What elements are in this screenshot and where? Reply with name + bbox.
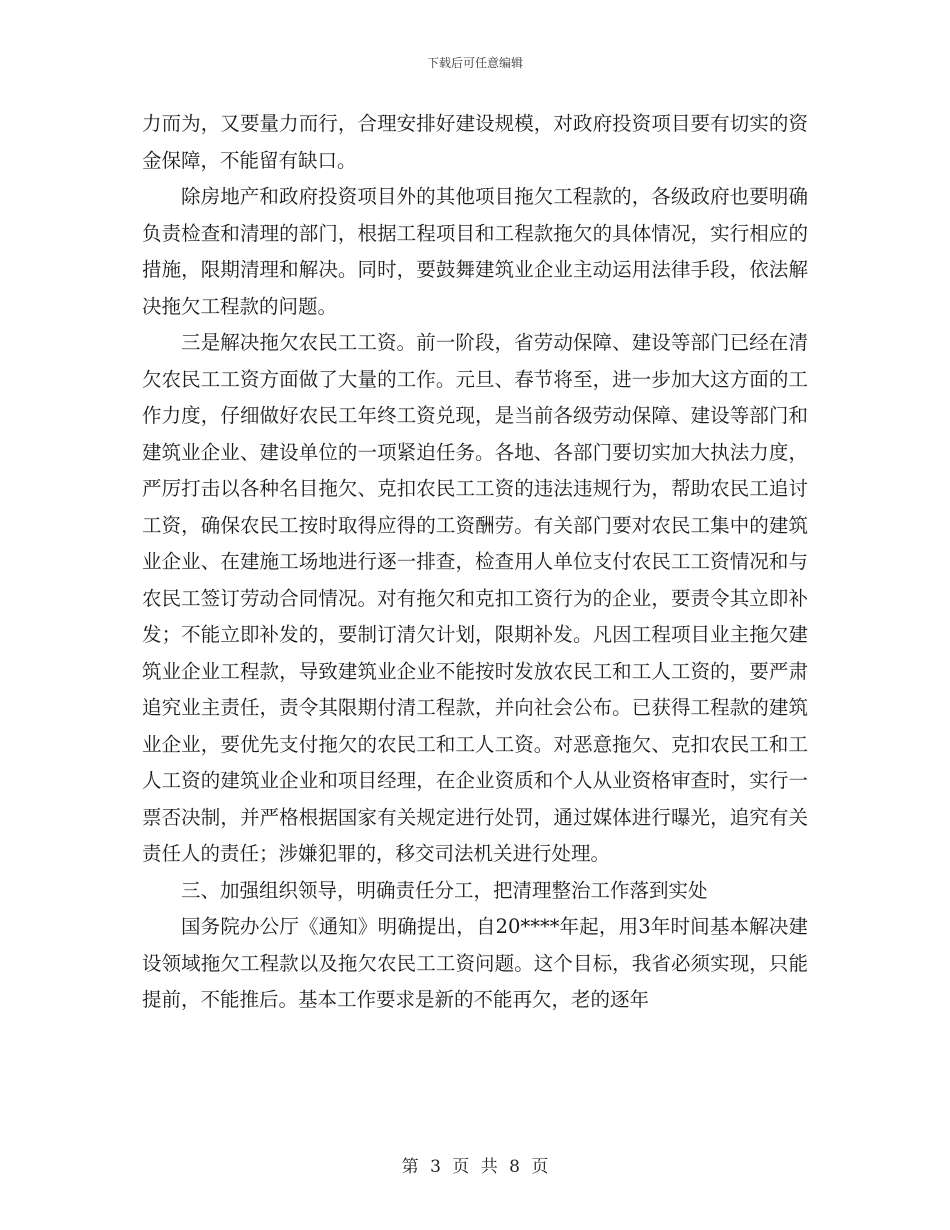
paragraph: 三是解决拖欠农民工工资。前一阶段，省劳动保障、建设等部门已经在清欠农民工工资方面做了大量的工作。元旦、春节将至，进一步加大这方面的工作力度，仔细做好农民工年终工资兑现，是当前各级劳动保障、建设等部门和建筑业企业、建设单位的一项紧迫任务。各地、各部门要切实加大执法力度，严厉打击以各种名目拖欠、克扣农民工工资的违法违规行为，帮助农民工追讨工资，确保农民工按时取得应得的工资酬劳。有关部门要对农民工集中的建筑业企业、在建施工场地进行逐一排查，检查用人单位支付农民工工资情况和与农民工签订劳动合同情况。对有拖欠和克扣工资行为的企业，要责令其立即补发；不能立即补发的，要制订清欠计划，限期补发。凡因工程项目业主拖欠建筑业企业工程款，导致建筑业企业不能按时发放农民工和工人工资的，要严肃追究业主责任，责令其限期付清工程款，并向社会公布。已获得工程款的建筑业企业，要优先支付拖欠的农民工和工人工资。对恶意拖欠、克扣农民工和工人工资的建筑业企业和项目经理，在企业资质和个人从业资格审查时，实行一票否决制，并严格根据国家有关规定进行处罚，通过媒体进行曝光，追究有关责任人的责任；涉嫌犯罪的，移交司法机关进行处理。 bbox=[142, 331, 808, 865]
paragraph: 力而为，又要量力而行，合理安排好建设规模，对政府投资项目要有切实的资金保障，不能留有缺口。 bbox=[142, 112, 808, 172]
page-number: 第 3 页 共 8 页 bbox=[401, 1157, 549, 1177]
document-body bbox=[142, 106, 808, 1019]
page-header: 下载后可任意编辑 bbox=[426, 56, 523, 70]
paragraph: 国务院办公厅《通知》明确提出，自20****年起，用3年时间基本解决建设领域拖欠工程款以及拖欠农民工工资问题。这个目标，我省必须实现，只能提前，不能推后。基本工作要求是新的不能再欠，老的逐年 bbox=[142, 915, 808, 1011]
paragraph: 除房地产和政府投资项目外的其他项目拖欠工程款的，各级政府也要明确负责检查和清理的部门，根据工程项目和工程款拖欠的具体情况，实行相应的措施，限期清理和解决。同时，要鼓舞建筑业企业主动运用法律手段，依法解决拖欠工程款的问题。 bbox=[142, 185, 808, 318]
section-heading: 三、加强组织领导，明确责任分工，把清理整治工作落到实处 bbox=[181, 878, 708, 902]
